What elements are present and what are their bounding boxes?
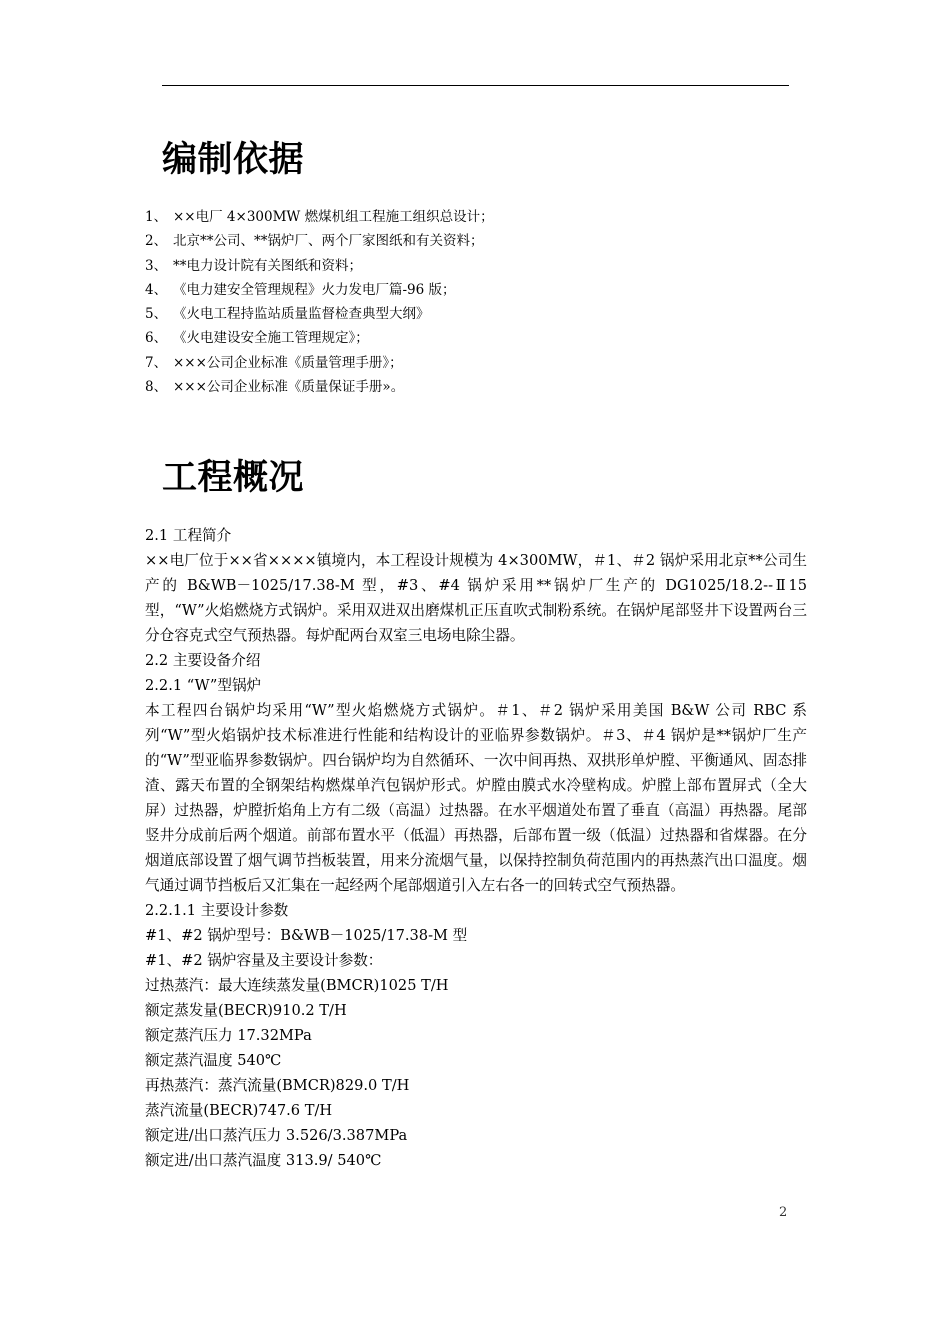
list-item-text: ××电厂 4×300MW 燃煤机组工程施工组织总设计； — [173, 209, 494, 225]
list-item-text: 《火电建设安全施工管理规定》； — [173, 330, 369, 347]
list-item-number: 8、 — [145, 379, 168, 396]
list-item — [145, 254, 494, 278]
list-item — [145, 229, 494, 253]
basis-list — [145, 205, 494, 399]
list-item-text: ×××公司企业标准《质量管理手册》； — [173, 354, 403, 371]
param-line: 额定蒸发量(BECR)910.2 T/H — [145, 1002, 347, 1019]
boiler-description-paragraph: 本工程四台锅炉均采用“W”型火焰燃烧方式锅炉。＃1、＃2 锅炉采用美国 B&W 公司 RBC 系列“W”型火焰锅炉技术标准进行性能和结构设计的亚临界参数锅炉。＃3、＃4 锅炉是**锅炉厂生产的“W”型亚临界参数锅炉。四台锅炉均为自然循环、一次中间再热、双拱形单炉膛、平衡通风、固态排渣、露天布置的全钢架结构燃煤单汽包锅炉形式。炉膛由膜式水冷壁构成。炉膛上部布置屏式（全大屏）过热器，炉膛折焰角上方有二级（高温）过热器。在水平烟道处布置了垂直（高温）再热器。尾部竖井分成前后两个烟道。前部布置水平（低温）再热器，后部布置一级（低温）过热器和省煤器。在分烟道底部设置了烟气调节挡板装置，用来分流烟气量，以保持控制负荷范围内的再热蒸汽出口温度。烟气通过调节挡板后又汇集在一起经两个尾部烟道引入左右各一的回转式空气预热器。 — [145, 702, 807, 894]
list-item-number: 7、 — [145, 354, 168, 371]
list-item-text: 《火电工程持监站质量监督检查典型大纲》 — [173, 306, 430, 323]
param-line: 过热蒸汽：最大连续蒸发量(BMCR)1025 T/H — [145, 977, 449, 994]
param-line: #1、#2 锅炉容量及主要设计参数： — [145, 952, 383, 969]
list-item — [145, 205, 494, 229]
list-item-number: 6、 — [145, 330, 168, 347]
list-item-text: 《电力建安全管理规程》火力发电厂篇-96 版； — [173, 281, 456, 298]
param-line: 额定蒸汽温度 540℃ — [145, 1052, 282, 1069]
param-line: 额定蒸汽压力 17.32MPa — [145, 1027, 312, 1044]
page-number: 2 — [779, 1205, 788, 1220]
list-item — [145, 326, 494, 350]
header-rule — [162, 85, 789, 86]
param-line: 蒸汽流量(BECR)747.6 T/H — [145, 1102, 333, 1119]
list-item-number: 5、 — [145, 306, 168, 323]
list-item — [145, 302, 494, 326]
list-item-text: 北京**公司、**锅炉厂、两个厂家图纸和有关资料； — [173, 233, 484, 250]
list-item-number: 2、 — [145, 233, 168, 250]
overview-body — [145, 523, 807, 1173]
list-item-text: ×××公司企业标准《质量保证手册»。 — [173, 379, 405, 396]
list-item-text: **电力设计院有关图纸和资料； — [173, 257, 362, 274]
param-line: 再热蒸汽：蒸汽流量(BMCR)829.0 T/H — [145, 1077, 410, 1094]
subsection-title: 2.2 主要设备介绍 — [145, 652, 261, 669]
project-intro-paragraph: ××电厂位于××省××××镇境内，本工程设计规模为 4×300MW，＃1、＃2 锅炉采用北京**公司生产的 B&WB－1025/17.38-M 型，#3、#4 锅炉采用**锅炉厂生产的 DG1025/18.2--Ⅱ15 型，“W”火焰燃烧方式锅炉。采用双进双出磨煤机正压直吹式制粉系统。在锅炉尾部竖井下设置两台三分仓容克式空气预热器。每炉配两台双室三电场电除尘器。 — [145, 552, 807, 644]
subsection-title: 2.2.1 “W”型锅炉 — [145, 677, 262, 694]
list-item — [145, 278, 494, 302]
list-item-number: 1、 — [145, 209, 168, 225]
subsection-title: 2.2.1.1 主要设计参数 — [145, 902, 289, 919]
subsection-title: 2.1 工程简介 — [145, 527, 232, 544]
list-item-number: 4、 — [145, 281, 168, 298]
param-line: #1、#2 锅炉型号：B&WB－1025/17.38-M 型 — [145, 927, 468, 944]
list-item — [145, 375, 494, 399]
param-line: 额定进/出口蒸汽压力 3.526/3.387MPa — [145, 1127, 408, 1144]
list-item — [145, 351, 494, 375]
section-heading-overview: 工程概况 — [162, 458, 305, 498]
param-line: 额定进/出口蒸汽温度 313.9/ 540℃ — [145, 1152, 382, 1169]
section-heading-basis: 编制依据 — [162, 140, 305, 180]
list-item-number: 3、 — [145, 257, 168, 274]
